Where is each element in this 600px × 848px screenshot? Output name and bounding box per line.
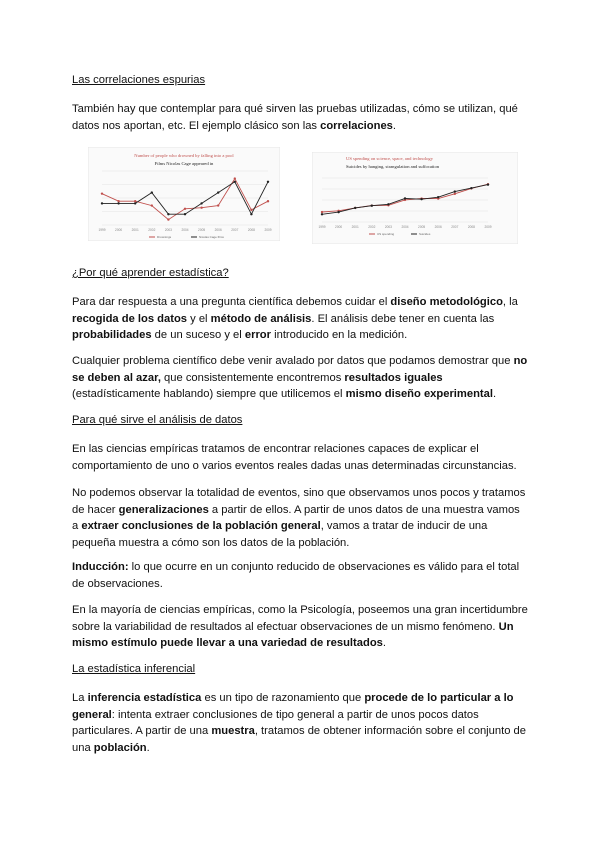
bold-run: mismo diseño experimental — [345, 388, 493, 401]
text-run: de un suceso y el — [151, 329, 245, 342]
chart-point — [337, 211, 339, 213]
chart-point — [321, 211, 323, 213]
chart-legend-label: Nicolas Cage films — [199, 235, 224, 239]
paragraph-pruebas — [72, 101, 528, 134]
text-run: . El análisis debe tener en cuenta las — [311, 312, 495, 325]
text-run: , tratamos de obtener información sobre el conjunto de una — [72, 725, 526, 754]
chart-point — [117, 202, 119, 204]
text-run: (estadísticamente hablando) siempre que utilicemos el — [72, 388, 346, 401]
chart-title: Number of people who drowned by falling into a pool — [134, 153, 234, 158]
chart-point — [151, 204, 153, 206]
bold-run: generalizaciones — [118, 503, 209, 516]
text-run: Para dar respuesta a una pregunta científica debemos cuidar el — [72, 296, 391, 308]
text-run: La — [72, 692, 88, 704]
chart-tick-label: 2005 — [198, 228, 206, 232]
chart-title: US spending on science, space, and technology — [346, 156, 434, 161]
bold-run: recogida de los datos — [72, 312, 188, 325]
chart-legend-label: US spending — [377, 232, 395, 236]
heading-correlaciones: Las correlaciones espurias — [72, 74, 206, 86]
bold-run: inferencia estadística — [87, 692, 202, 704]
chart-tick-label: 1999 — [98, 228, 106, 232]
chart-point — [217, 191, 219, 193]
text-run: No podemos observar la totalidad de eventos, sino que observamos unos pocos y tratamos de hacer — [72, 487, 526, 516]
chart-tick-label: 2001 — [351, 225, 359, 229]
chart-tick-label: 2000 — [335, 225, 343, 229]
chart-svg — [88, 147, 280, 241]
chart-point — [234, 177, 236, 179]
heading-analisis: Para qué sirve el análisis de datos — [72, 414, 243, 426]
chart-point — [267, 200, 269, 202]
chart-point — [404, 197, 406, 199]
chart-subtitle: Suicides by hanging, strangulation and suffocation — [346, 164, 440, 169]
chart-tick-label: 2008 — [247, 228, 255, 232]
bold-run: Inducción: — [72, 561, 129, 573]
chart-tick-label: 2001 — [131, 228, 139, 232]
chart-subtitle: Films Nicolas Cage appeared in — [154, 161, 214, 166]
bold-run: método de análisis — [210, 312, 312, 325]
text-run: introducido en la medición. — [271, 329, 408, 342]
chart-tick-label: 2005 — [418, 225, 426, 229]
chart-cage-drownings — [88, 147, 280, 241]
chart-point — [101, 202, 103, 204]
chart-point — [184, 208, 186, 210]
bold-run: resultados iguales — [344, 371, 443, 384]
chart-point — [437, 196, 439, 198]
chart-legend-label: Suicides — [419, 232, 431, 236]
chart-tick-label: 2002 — [368, 225, 376, 229]
chart-tick-label: 2004 — [401, 225, 409, 229]
chart-point — [167, 213, 169, 215]
text-run: y el — [187, 312, 211, 325]
chart-point — [321, 213, 323, 215]
paragraph-diseno — [72, 294, 528, 344]
text-run: . — [492, 388, 497, 401]
chart-tick-label: 2008 — [467, 225, 475, 229]
chart-tick-label: 2002 — [148, 228, 156, 232]
text-run: a partir de ellos. A partir de unos datos de una muestra vamos a — [72, 503, 520, 533]
chart-point — [250, 209, 252, 211]
text-run: En la mayoría de ciencias empíricas, como la Psicología, poseemos una gran incertidumbre sobre la variabilidad de resultados al efectuar observaciones de un mismo fenómeno. — [72, 604, 528, 633]
text-run: , la — [502, 296, 518, 308]
chart-point — [387, 203, 389, 205]
bold-run: muestra — [211, 725, 255, 738]
chart-point — [234, 181, 236, 183]
chart-point — [217, 204, 219, 206]
text-run: . — [382, 637, 386, 650]
chart-point — [371, 205, 373, 207]
chart-point — [487, 183, 489, 185]
text-run: Cualquier problema científico debe venir avalado por datos que podamos demostrar que — [72, 355, 514, 367]
chart-tick-label: 1999 — [318, 225, 326, 229]
chart-point — [354, 207, 356, 209]
paragraph-azar — [72, 353, 528, 403]
chart-tick-label: 2006 — [434, 225, 442, 229]
text-run: En las ciencias empíricas tratamos de encontrar relaciones capaces de explicar el comportamiento de uno o varios eventos reales dadas unas determinadas circunstancias. — [72, 443, 517, 472]
chart-tick-label: 2009 — [264, 228, 272, 232]
bold-run: error — [244, 329, 271, 342]
chart-point — [134, 202, 136, 204]
bold-run: diseño metodológico — [390, 296, 503, 308]
paragraph-generalizaciones — [72, 485, 528, 551]
chart-point — [470, 187, 472, 189]
chart-point — [117, 200, 119, 202]
chart-tick-label: 2000 — [115, 228, 123, 232]
paragraph-inferencia — [72, 690, 528, 756]
chart-tick-label: 2003 — [384, 225, 392, 229]
bold-run: no se deben al azar, — [72, 355, 528, 384]
chart-tick-label: 2009 — [484, 225, 492, 229]
chart-tick-label: 2006 — [214, 228, 222, 232]
chart-svg — [312, 152, 518, 244]
text-run: que consistentemente encontremos — [160, 371, 345, 384]
chart-point — [151, 191, 153, 193]
text-run: . — [146, 741, 150, 754]
paragraph-induccion — [72, 559, 528, 592]
chart-legend-label: Drownings — [157, 235, 172, 239]
heading-inferencial: La estadística inferencial — [72, 663, 196, 675]
text-run: . — [392, 119, 396, 132]
bold-run: probabilidades — [72, 329, 152, 342]
chart-point — [200, 207, 202, 209]
text-run: : intenta extraer conclusiones de tipo general a partir de unos pocos datos particulares. A partir de una — [72, 708, 479, 738]
chart-tick-label: 2004 — [181, 228, 189, 232]
chart-point — [134, 200, 136, 202]
bold-run: procede de lo particular a lo general — [72, 692, 514, 721]
text-run: También hay que contemplar para qué sirven las pruebas utilizadas, cómo se utilizan, qué datos nos aportan, etc. El ejemplo clásico son las — [72, 103, 518, 132]
chart-point — [250, 213, 252, 215]
chart-science-suicides — [312, 152, 518, 244]
bold-run: correlaciones — [320, 119, 393, 132]
paragraph-ciencias — [72, 441, 528, 474]
chart-point — [267, 181, 269, 183]
chart-point — [101, 192, 103, 194]
bold-run: población — [93, 741, 147, 754]
chart-point — [184, 213, 186, 215]
text-run: , vamos a tratar de inducir de una pequeña muestra a cómo son los datos de la población. — [72, 520, 488, 549]
chart-tick-label: 2007 — [231, 228, 239, 232]
text-run: lo que ocurre en un conjunto reducido de observaciones es válido para el total de observaciones. — [72, 561, 520, 590]
chart-point — [454, 193, 456, 195]
chart-point — [420, 198, 422, 200]
chart-point — [200, 202, 202, 204]
text-run: es un tipo de razonamiento que — [201, 692, 365, 704]
chart-tick-label: 2003 — [164, 228, 172, 232]
chart-tick-label: 2007 — [451, 225, 459, 229]
paragraph-psicologia — [72, 602, 528, 652]
bold-run: extraer conclusiones de la población general — [81, 520, 321, 533]
chart-point — [167, 218, 169, 220]
bold-run: Un mismo estímulo puede llevar a una variedad de resultados — [72, 620, 514, 650]
chart-point — [454, 190, 456, 192]
heading-por-que: ¿Por qué aprender estadística? — [72, 267, 229, 279]
